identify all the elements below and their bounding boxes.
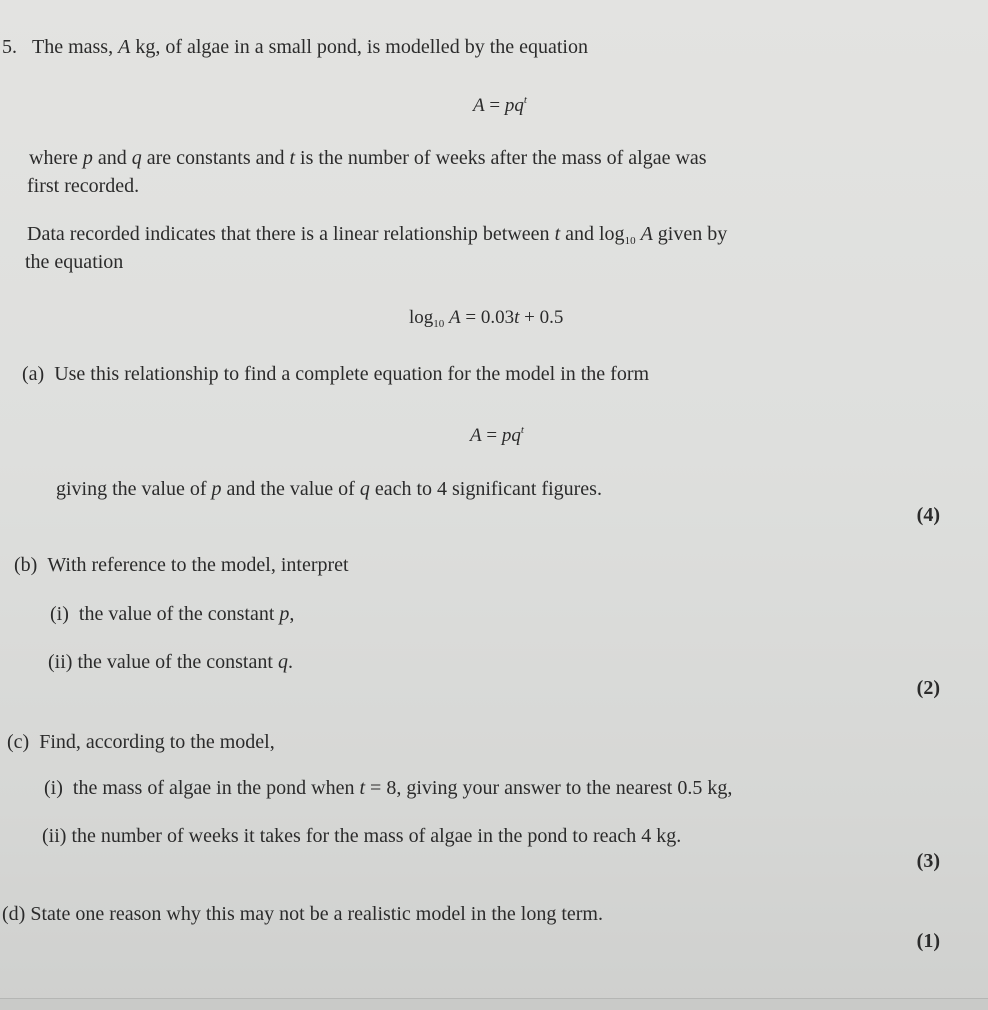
part-c-ii: (ii) the number of weeks it takes for the mass of algae in the pond to reach 4 kg.: [42, 825, 682, 847]
log-equation: $\log_{10} A = 0.03t + 0.5$: [409, 307, 564, 330]
part-b-marks: (2): [916, 677, 940, 699]
part-d-marks: (1): [916, 930, 940, 952]
where-line: where p and q are constants and t is the number of weeks after the mass of algae was: [29, 147, 707, 169]
question-number: 5.: [2, 36, 17, 58]
part-d-prompt: (d) State one reason why this may not be a realistic model in the long term.: [2, 903, 603, 925]
question-intro: 5. The mass, A kg, of algae in a small pond, is modelled by the equation: [2, 36, 588, 58]
part-d-label: (d): [2, 903, 26, 925]
part-a-equation: $A = pq^t$: [470, 424, 524, 446]
part-c-marks: (3): [916, 850, 940, 872]
part-a-marks: (4): [916, 504, 940, 526]
part-a-label: (a): [22, 363, 45, 385]
where-line-2: first recorded.: [27, 175, 140, 197]
model-equation: $A = pq^t$: [473, 94, 527, 116]
part-b-prompt: (b) With reference to the model, interpret: [14, 554, 349, 576]
part-b-label: (b): [14, 554, 38, 576]
part-a-giving: giving the value of p and the value of q each to 4 significant figures.: [56, 478, 602, 500]
page-bottom-edge: [0, 998, 988, 1010]
part-c-i: (i) the mass of algae in the pond when t = 8, giving your answer to the nearest 0.5 kg,: [44, 777, 733, 799]
part-b-ii: (ii) the value of the constant q.: [48, 651, 293, 673]
data-line-2: the equation: [25, 251, 124, 273]
part-a-prompt: (a) Use this relationship to find a complete equation for the model in the form: [22, 363, 650, 385]
part-c-prompt: (c) Find, according to the model,: [7, 731, 275, 753]
part-b-i: (i) the value of the constant p,: [50, 603, 295, 625]
part-c-label: (c): [7, 731, 30, 753]
data-line: Data recorded indicates that there is a linear relationship between t and $\log_{10} A$ given by: [27, 223, 728, 247]
